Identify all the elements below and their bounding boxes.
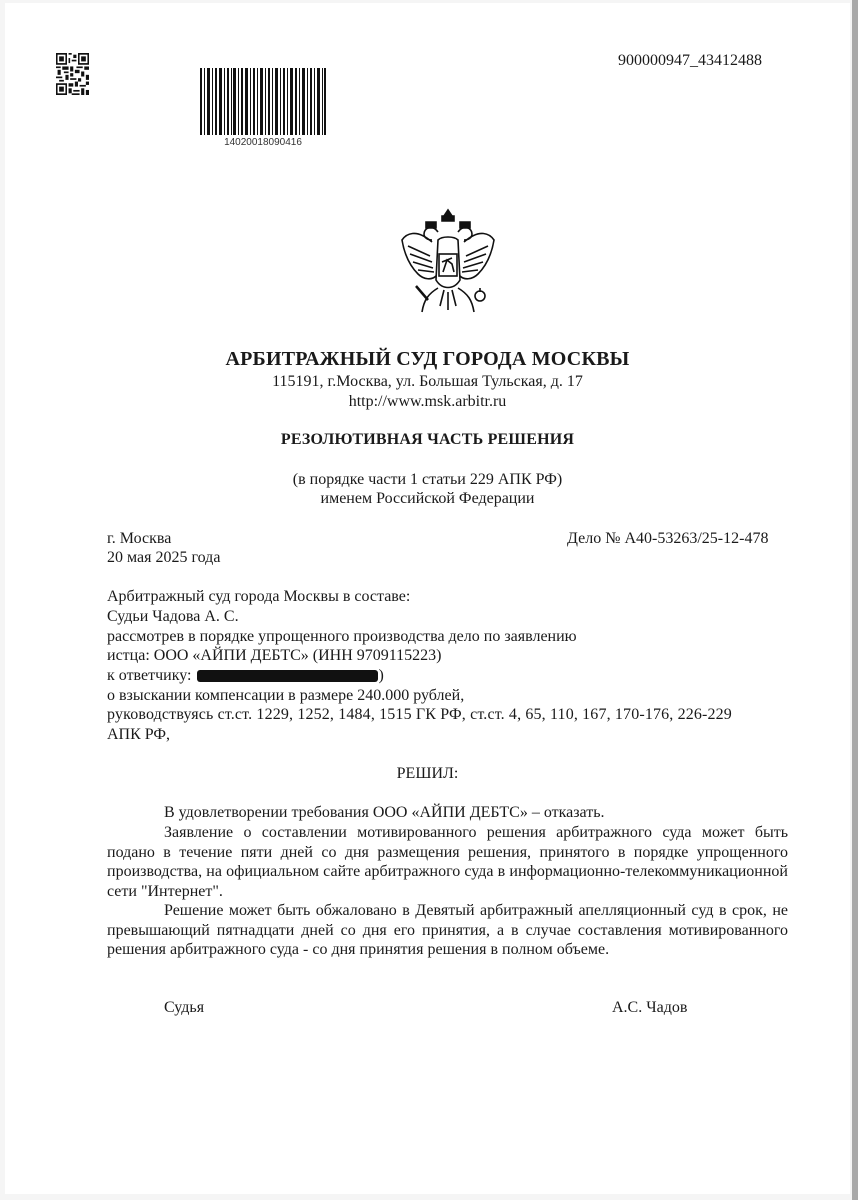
defendant-prefix: к ответчику: [107,667,196,684]
decision-heading: РЕШИЛ: [396,765,459,782]
decision-paragraph [107,901,788,960]
city: г. Москва [107,530,172,547]
case-number: Дело № А40-53263/25-12-478 [567,530,769,547]
document-page [5,3,850,1194]
judge-name: А.С. Чадов [612,999,688,1016]
court-website: http://www.msk.arbitr.ru [348,393,507,410]
document-id: 900000947_43412488 [618,52,762,69]
signature-label: Судья [164,999,205,1016]
defendant-line [107,667,384,685]
barcode-number: 14020018090416 [224,137,302,148]
procedure-note: (в порядке части 1 статьи 229 АПК РФ) [292,471,563,488]
qr-code-icon [56,53,89,95]
decision-text: В удовлетворении требования ООО «АЙПИ ДЕБТС» – отказать. [164,804,605,821]
on-behalf-note: именем Российской Федерации [320,490,535,507]
document-title: РЕЗОЛЮТИВНАЯ ЧАСТЬ РЕШЕНИЯ [280,431,575,448]
legal-basis-line: АПК РФ, [107,726,171,743]
intro-line: Арбитражный суд города Москвы в составе: [107,588,411,605]
plaintiff-line: истца: ООО «АЙПИ ДЕБТС» (ИНН 9709115223) [107,647,442,664]
redacted-block [197,670,378,682]
intro-line: рассмотрев в порядке упрощенного производства дело по заявлению [107,628,577,645]
decision-text: Заявление о составлении мотивированного решения арбитражного суда может быть подано в течение пяти дней со дня размещения решения, принятого в порядке упрощенного производства, на официальном сайте арбитражного суда в информационно-телекоммуникационной сети "Интернет". [107,824,788,900]
decision-paragraph [107,803,788,823]
scrollbar[interactable] [852,0,858,1200]
claim-line: о взыскании компенсации в размере 240.000 рублей, [107,687,465,704]
legal-basis-line: руководствуясь ст.ст. 1229, 1252, 1484, 1515 ГК РФ, ст.ст. 4, 65, 110, 167, 170-176, 226-229 [107,706,732,723]
court-address: 115191, г.Москва, ул. Большая Тульская, д. 17 [272,373,583,390]
decision-date: 20 мая 2025 года [107,549,221,566]
russian-coat-of-arms-icon [398,200,498,322]
decision-paragraph [107,823,788,901]
defendant-suffix: ) [378,667,384,684]
intro-line: Судьи Чадова А. С. [107,608,239,625]
barcode-icon [200,68,326,135]
decision-text: Решение может быть обжаловано в Девятый арбитражный апелляционный суд в срок, не превышающий пятнадцати дней со дня его принятия, а в случае составления мотивированного решения арбитражного суда - со дня принятия решения в полном объеме. [107,902,788,958]
court-name: АРБИТРАЖНЫЙ СУД ГОРОДА МОСКВЫ [225,348,630,370]
